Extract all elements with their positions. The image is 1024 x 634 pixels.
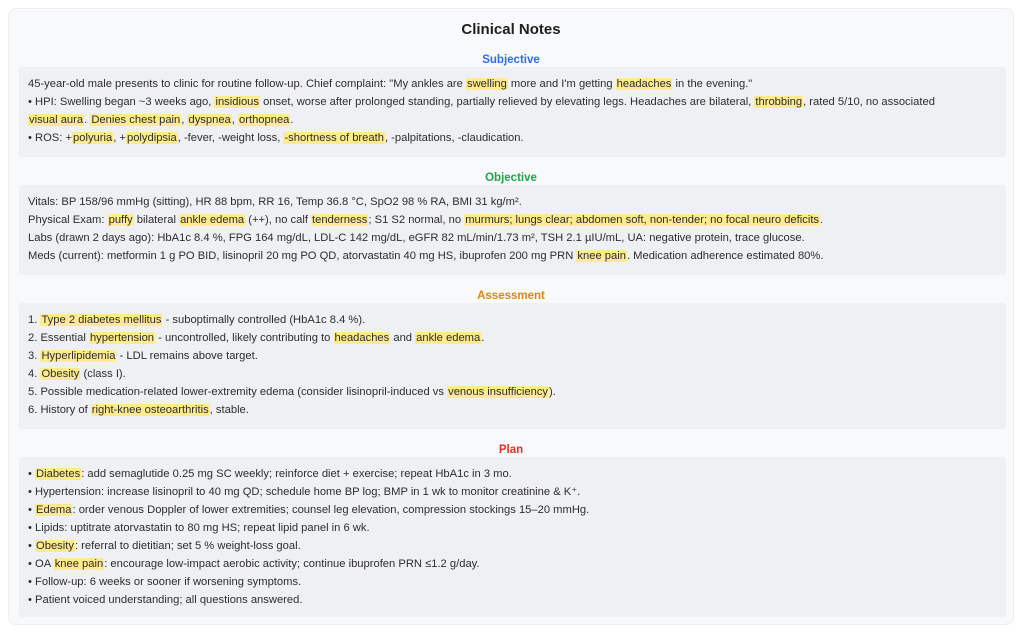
objective-line [28,229,1006,247]
objective-line [28,211,1006,229]
plan-line [28,591,1006,609]
note-text: Vitals: BP 158/96 mmHg (sitting), HR 88 bpm, RR 16, Temp 36.8 °C, SpO2 98 % RA, BMI 31 kg/m². [28,196,522,208]
highlighted-term: swelling [467,78,507,90]
plan-line [28,519,1006,537]
subjective-line [28,75,1006,93]
note-text: (class I). [80,368,126,380]
highlighted-term: orthopnea [239,114,290,126]
assessment-line [28,365,1006,383]
highlighted-term: right-knee osteoarthritis [91,404,209,416]
assessment-line [28,311,1006,329]
assessment-heading: Assessment [477,290,545,302]
highlighted-term: polydipsia [126,132,177,144]
highlighted-term: insidious [215,96,259,108]
note-text: , + [113,132,126,144]
note-text: Physical Exam: [28,214,108,226]
assessment-card [19,303,1006,429]
note-text: (++), no calf [245,214,312,226]
assessment-line [28,383,1006,401]
highlighted-term: Obesity [36,540,74,552]
objective-line [28,247,1006,265]
note-text: • ROS: + [28,132,73,144]
note-text: - suboptimally controlled (HbA1c 8.4 %). [162,314,366,326]
plan-line [28,465,1006,483]
highlighted-term: ankle edema [180,214,245,226]
note-text: : encourage low-impact aerobic activity; continue ibuprofen PRN ≤1.2 g/day. [104,558,480,570]
highlighted-term: tenderness [312,214,368,226]
highlighted-term: knee pain [577,250,626,262]
plan-card [19,457,1006,617]
note-text: 3. [28,350,41,362]
note-text: 4. [28,368,41,380]
subjective-line [28,129,1006,147]
note-text: 1. [28,314,41,326]
note-text: • Patient voiced understanding; all questions answered. [28,594,303,606]
note-text: . [290,114,294,126]
highlighted-term: headaches [334,332,390,344]
plan-line [28,573,1006,591]
highlighted-term: venous insufficiency [448,386,549,398]
highlighted-term: Edema [36,504,72,516]
highlighted-term: polyuria [73,132,113,144]
assessment-line [28,347,1006,365]
note-text: 2. Essential [28,332,89,344]
note-text: onset, worse after prolonged standing, partially relieved by elevating legs. Headaches are bilateral, [260,96,755,108]
highlighted-term: murmurs; lungs clear; abdomen soft, non-tender; no focal neuro deficits [465,214,820,226]
plan-heading: Plan [498,444,524,456]
subjective-line [28,111,1006,129]
clinical-notes-page [8,8,1014,625]
note-text: bilateral [133,214,180,226]
objective-heading: Objective [485,172,537,184]
note-text: • [28,504,36,516]
page-title: Clinical Notes [461,21,561,38]
note-text: • Follow-up: 6 weeks or sooner if worsening symptoms. [28,576,302,588]
highlighted-term: Type 2 diabetes mellitus [41,314,162,326]
note-text: . Medication adherence estimated 80%. [626,250,824,262]
highlighted-term: Diabetes [36,468,81,480]
note-text: • [28,540,36,552]
note-text: , [231,114,239,126]
note-text: • HPI: Swelling began ~3 weeks ago, [28,96,215,108]
note-text: - LDL remains above target. [116,350,258,362]
note-text: • Lipids: uptitrate atorvastatin to 80 mg HS; repeat lipid panel in 6 wk. [28,522,370,534]
note-text: : add semaglutide 0.25 mg SC weekly; reinforce diet + exercise; repeat HbA1c in 3 mo. [81,468,512,480]
note-text: , stable. [209,404,249,416]
highlighted-term: -shortness of breath [284,132,384,144]
highlighted-term: knee pain [54,558,104,570]
highlighted-term: dyspnea [188,114,231,126]
note-text: 5. Possible medication-related lower-extremity edema (consider lisinopril-induced vs [28,386,448,398]
note-text: , -fever, -weight loss, [177,132,284,144]
note-text: and [390,332,416,344]
subjective-heading: Subjective [482,54,540,66]
plan-line [28,483,1006,501]
highlighted-term: puffy [108,214,133,226]
note-text: , [181,114,188,126]
note-text: 45-year-old male presents to clinic for routine follow-up. Chief complaint: "My ankles are [28,78,466,90]
note-text: • Hypertension: increase lisinopril to 40 mg QD; schedule home BP log; BMP in 1 wk to monitor creatinine & K⁺. [28,486,581,498]
note-text: . [820,214,824,226]
note-text: more and I'm getting [507,78,616,90]
note-text: • OA [28,558,54,570]
objective-card [19,185,1006,275]
note-text: in the evening." [672,78,753,90]
note-text: Labs (drawn 2 days ago): HbA1c 8.4 %, FPG 164 mg/dL, LDL-C 142 mg/dL, eGFR 82 mL/min/1.73 m², TSH 2.1 µIU/mL, UA: negative protein, trace glucose. [28,232,805,244]
note-text: , -palpitations, -claudication. [384,132,524,144]
assessment-line [28,401,1006,419]
highlighted-term: hypertension [89,332,155,344]
note-text: 6. History of [28,404,91,416]
note-text: . [84,114,91,126]
note-text: , rated 5/10, no associated [803,96,935,108]
assessment-line [28,329,1006,347]
plan-line [28,537,1006,555]
plan-line [28,501,1006,519]
subjective-card [19,67,1006,157]
objective-line [28,193,1006,211]
highlighted-term: ankle edema [416,332,481,344]
subjective-line [28,93,1006,111]
highlighted-term: Hyperlipidemia [41,350,116,362]
highlighted-term: throbbing [755,96,803,108]
highlighted-term: headaches [616,78,672,90]
note-text: ; S1 S2 normal, no [368,214,465,226]
highlighted-term: visual aura [29,114,84,126]
note-text: : referral to dietitian; set 5 % weight-loss goal. [74,540,301,552]
highlighted-term: Denies chest pain [91,114,181,126]
note-text: . [481,332,485,344]
highlighted-term: Obesity [41,368,80,380]
note-text: ). [549,386,556,398]
note-text: : order venous Doppler of lower extremities; counsel leg elevation, compression stockings 15–20 mmHg. [72,504,590,516]
note-text: Meds (current): metformin 1 g PO BID, lisinopril 20 mg PO QD, atorvastatin 40 mg HS, ibuprofen 200 mg PRN [28,250,577,262]
note-text: - uncontrolled, likely contributing to [155,332,334,344]
note-text: • [28,468,36,480]
plan-line [28,555,1006,573]
